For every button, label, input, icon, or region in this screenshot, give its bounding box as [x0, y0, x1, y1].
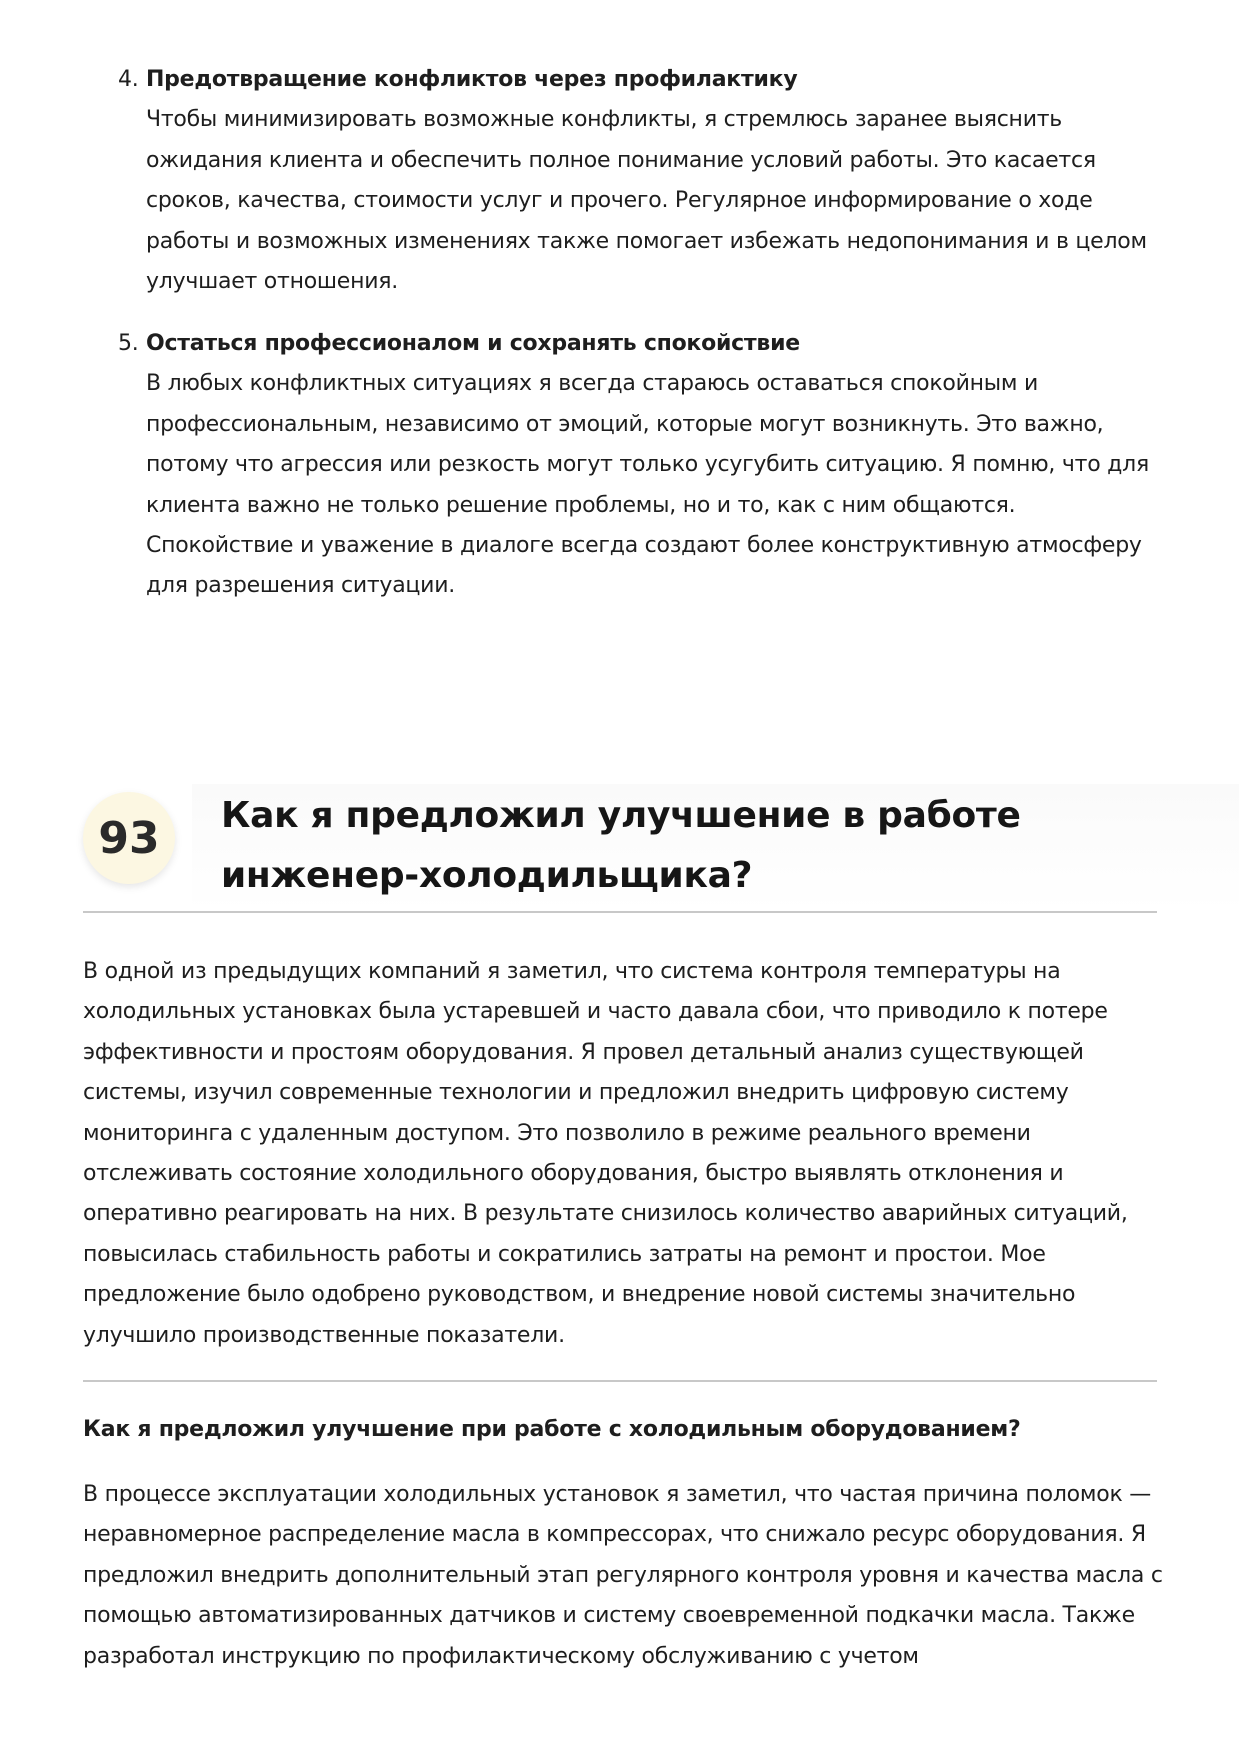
list-item-text: Чтобы минимизировать возможные конфликты, я стремлюсь заранее выяснить ожидания клиента и обеспечить полное понимание условий работы. Это касается сроков, качества, стоимости услуг и прочего. Регулярное информирование о ходе работы и возможных изменениях также помогает избежать недопонимания и в целом улучшает отношения.: [146, 107, 1147, 295]
subsection-title: Как я предложил улучшение при работе с холодильным оборудованием?: [83, 1417, 1021, 1442]
list-item-text: В любых конфликтных ситуациях я всегда стараюсь оставаться спокойным и профессиональным, независимо от эмоций, которые могут возникнуть. Это важно, потому что агрессия или резкость могут только усугубить ситуацию. Я помню, что для клиента важно не только решение проблемы, но и то, как с ним общаются. Спокойствие и уважение в диалоге всегда создают более конструктивную атмосферу для разрешения ситуации.: [146, 371, 1149, 599]
question-number-badge: 93: [83, 792, 175, 884]
list-item: [118, 60, 1156, 302]
list-item-title: Предотвращение конфликтов через профилактику: [146, 67, 798, 92]
list-item: [118, 324, 1156, 607]
subsection-divider: [83, 1380, 1157, 1382]
section-title: Как я предложил улучшение в работе инженер-холодильщика?: [221, 795, 1021, 896]
list-item-number: 4.: [118, 67, 139, 92]
section-divider: [83, 911, 1157, 913]
section-paragraph: В одной из предыдущих компаний я заметил, что система контроля температуры на холодильных установках была устаревшей и часто давала сбои, что приводило к потере эффективности и простоям оборудования. Я провел детальный анализ существующей системы, изучил современные технологии и предложил внедрить цифровую систему мониторинга с удаленным доступом. Это позволило в режиме реального времени отслеживать состояние холодильного оборудования, быстро выявлять отклонения и оперативно реагировать на них. В результате снизилось количество аварийных ситуаций, повысилась стабильность работы и сократились затраты на ремонт и простои. Мое предложение было одобрено руководством, и внедрение новой системы значительно улучшило производственные показатели.: [83, 959, 1128, 1348]
section-header: [83, 784, 1161, 912]
list-item-number: 5.: [118, 331, 139, 356]
subsection-paragraph: В процессе эксплуатации холодильных установок я заметил, что частая причина поломок — неравномерное распределение масла в компрессорах, что снижало ресурс оборудования. Я предложил внедрить дополнительный этап регулярного контроля уровня и качества масла с помощью автоматизированных датчиков и систему своевременной подкачки масла. Также разработал инструкцию по профилактическому обслуживанию с учетом: [83, 1482, 1163, 1669]
list-item-title: Остаться профессионалом и сохранять спокойствие: [146, 331, 800, 356]
